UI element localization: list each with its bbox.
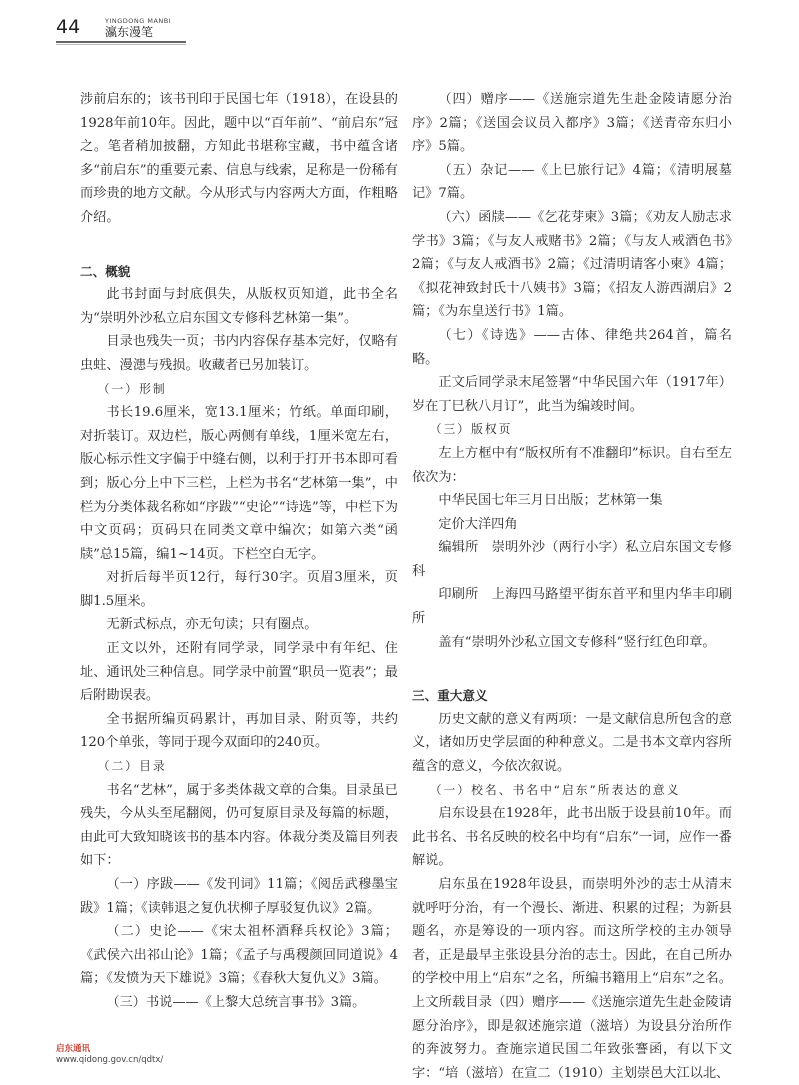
body-paragraph: 编辑所 崇明外沙（两行小字）私立启东国文专修科: [412, 540, 732, 579]
body-paragraph: 无新式标点，亦无句读；只有圈点。: [106, 617, 318, 633]
body-paragraph: （二）史论——《宋太祖杯酒释兵权论》3篇；《武侯六出祁山论》1篇；《孟子与禹稷颜回同道说》4篇；《发愤为天下雄说》3篇；《春秋大复仇义》3篇。: [80, 924, 398, 987]
body-paragraph: （四）赠序——《送施宗道先生赴金陵请愿分治序》2篇；《送国会议员入都序》3篇；《送青帝东归小序》5篇。: [412, 92, 732, 155]
body-paragraph: 目录也残失一页；书内内容保存基本完好，仅略有虫蛀、漫漶与残损。收藏者已另加装订。: [80, 334, 398, 373]
subsection-heading: （一）形制: [97, 381, 167, 396]
right-spacer: [412, 654, 732, 684]
body-paragraph: 书长19.6厘米，宽13.1厘米；竹纸。单面印刷，对折装订。双边栏，版心两侧有单线，1厘米宽左右，版心标示性文字偏于中缝右侧，以利于打开书本即可看到；版心分上中下三栏，上栏为书名“艺林第一集”，中栏为分类体裁名称如“序跋”“史论”“诗选”等，中栏下为中文页码；页码只在同类文章中编次；如第六类“函牍”总15篇，编1~14页。下栏空白无字。: [80, 405, 398, 562]
body-paragraph: （七）《诗选》——古体、律绝共264首，篇名略。: [412, 327, 732, 367]
body-paragraph: 定价大洋四角: [438, 516, 518, 532]
body-paragraph: 对折后每半页12行，每行30字。页眉3厘米，页脚1.5厘米。: [80, 570, 398, 609]
header-rule-thin: [56, 44, 186, 45]
body-paragraph: 启东设县在1928年，此书出版于设县前10年。而此书名、书名反映的校名中均有“启东”一词，应作一番解说。: [412, 806, 732, 869]
body-paragraph: 此书封面与封底俱失，从版权页知道，此书全名为“崇明外沙私立启东国文专修科艺林第一集”。: [80, 287, 398, 326]
footer-url[interactable]: www.qidong.gov.cn/qdtx/: [56, 1055, 164, 1065]
footer-publication-name: 启东通讯: [56, 1044, 91, 1054]
body-paragraph: （五）杂记——《上巳旅行记》4篇；《清明展墓记》7篇。: [412, 162, 732, 202]
body-paragraph: 启东虽在1928年设县，而崇明外沙的志士从清末就呼吁分治，有一个漫长、渐进、积累的过程；为新县题名，亦是筹设的一项内容。而这所学校的主办领导者，正是最早主张设县分治的志士。因此，在自己所办的学校中用上“启东”之名，所编书籍用上“启东”之名。上文所载目录（四）赠序——《送施宗道先生赴金陵请愿分治序》，即是叙述施宗道（滋培）为设县分治所作的奔波努力。查施宗道民国二年致张謇函，有以下文字：“培（滋培）在宣二（1910）主划崇邑大江以北、: [412, 877, 732, 1081]
subsection-heading: （二）目录: [97, 759, 167, 774]
left-column: [80, 88, 398, 1015]
body-paragraph: 涉前启东的；该书刊印于民国七年（1918），在设县的1928年前10年。因此，题中以“百年前”、“前启东”冠之。笔者稍加披翻，方知此书堪称宝藏，书中蕴含诸多“前启东”的重要元素、信息与线索，足称是一份稀有而珍贵的地方文献。今从形式与内容两大方面，作粗略介绍。: [80, 92, 398, 225]
page-number: 44: [56, 16, 81, 38]
body-paragraph: 全书据所编页码累计，再加目录、附页等，共约120个单张，等同于现今双面印的240页。: [80, 711, 398, 751]
header-rule: [56, 41, 186, 43]
body-paragraph: 历史文献的意义有两项：一是文献信息所包含的意义，诸如历史学层面的种种意义。二是书本文章内容所蕴含的意义，今依次叙说。: [412, 711, 732, 775]
magazine-name-cn: 瀛东漫笔: [105, 25, 154, 39]
body-paragraph: （一）序跋——《发刊词》11篇；《阅岳武穆墨宝跋》1篇；《读韩退之复仇状柳子厚驳复仇议》2篇。: [80, 877, 398, 916]
body-paragraph: 书名“艺林”，属于多类体裁文章的合集。目录虽已残失，今从头至尾翻阅，仍可复原目录及每篇的标题，由此可大致知晓该书的基本内容。体裁分类及篇目列表如下：: [80, 782, 398, 869]
body-paragraph: 印刷所 上海四马路望平街东首平和里内华丰印刷所: [412, 587, 732, 627]
body-paragraph: （三）书说——《上黎大总统言事书》3篇。: [106, 994, 366, 1010]
page-footer: [56, 1044, 163, 1066]
right-column: [412, 88, 732, 1085]
body-paragraph: 正文以外，还附有同学录，同学录中有年纪、住址、通讯处三种信息。同学录中前置“职员一览表”；最后附勘误表。: [80, 641, 398, 704]
page-header: [56, 16, 756, 42]
body-paragraph: 中华民国七年三月日出版；艺林第一集: [438, 493, 663, 509]
left-spacer: [80, 230, 398, 260]
section-heading: 三、重大意义: [412, 688, 488, 704]
magazine-name-en: YINGDONG MANBI: [105, 17, 172, 25]
body-paragraph: （六）函牍——《乞花芽柬》3篇；《劝友人励志求学书》3篇；《与友人戒赌书》2篇；《与友人戒酒色书》2篇；《与友人戒酒书》2篇；《过清明请客小柬》4篇；《拟花神致封氏十八姨书》3篇；《招友人游西湖启》2篇；《为东皇送行书》1篇。: [412, 209, 732, 320]
subsection-heading: （一）校名、书名中“启东”所表达的意义: [429, 782, 681, 797]
body-paragraph: 左上方框中有“版权所有不准翻印”标识。自右至左依次为：: [412, 445, 732, 485]
body-paragraph: 正文后同学录末尾签署“中华民国六年（1917年）岁在丁巳秋八月订”，此当为编竣时间。: [412, 375, 732, 414]
body-paragraph: 盖有“崇明外沙私立国文专修科”竖行红色印章。: [438, 634, 716, 650]
subsection-heading: （三）版权页: [429, 422, 513, 437]
section-heading: 二、概貌: [80, 263, 131, 279]
